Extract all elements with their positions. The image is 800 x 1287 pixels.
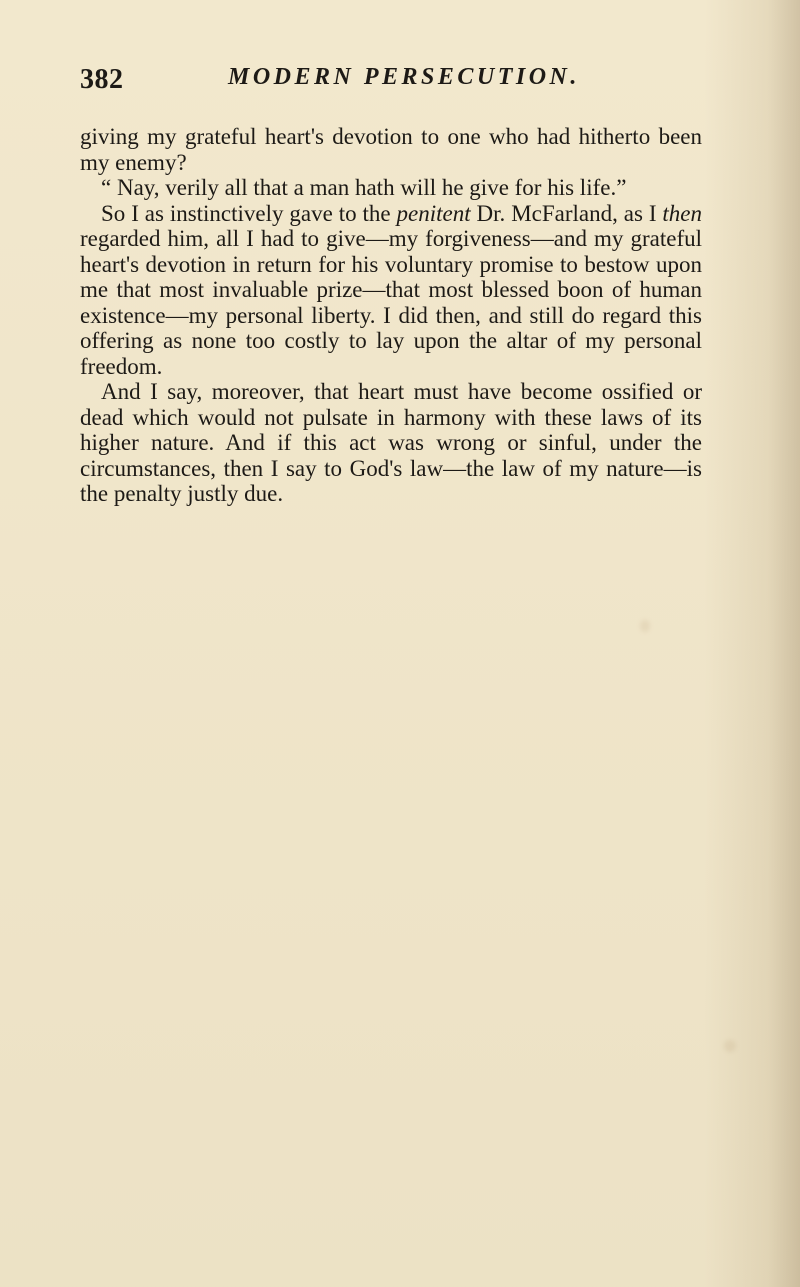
running-title: MODERN PERSECUTION. xyxy=(228,64,580,90)
paragraph-text: Dr. McFarland, as I xyxy=(470,200,663,226)
page-stain xyxy=(724,1040,736,1052)
emphasis-penitent: penitent xyxy=(396,200,471,226)
paragraph xyxy=(80,175,702,201)
paragraph xyxy=(80,201,702,380)
paragraph-text: So I as instinctively gave to the xyxy=(101,200,397,226)
body-text xyxy=(80,124,702,507)
paragraph xyxy=(80,124,702,175)
paragraph-text: And I say, moreover, that heart must have become ossified or dead which would not pulsate in harmony with these laws of its higher nature. And if this act was wrong or sinful, under the circumstances, then I say to God's law—the law of my nature—is the penalty justly due. xyxy=(80,379,702,506)
page-stain xyxy=(640,620,650,632)
emphasis-then: then xyxy=(662,200,702,226)
paragraph xyxy=(80,379,702,507)
page-header xyxy=(80,64,680,100)
paragraph-text: regarded him, all I had to give—my forgiveness—and my grateful heart's devotion in return for his voluntary promise to bestow upon me that most invaluable prize—that most blessed boon of human existence—my personal liberty. I did then, and still do regard this offering as none too costly to lay upon the altar of my personal freedom. xyxy=(80,226,702,379)
paragraph-text: giving my grateful heart's devotion to one who had hitherto been my enemy? xyxy=(80,124,702,175)
quotation-text: “ Nay, verily all that a man hath will he give for his life.” xyxy=(101,175,627,200)
page-number: 382 xyxy=(80,64,124,95)
